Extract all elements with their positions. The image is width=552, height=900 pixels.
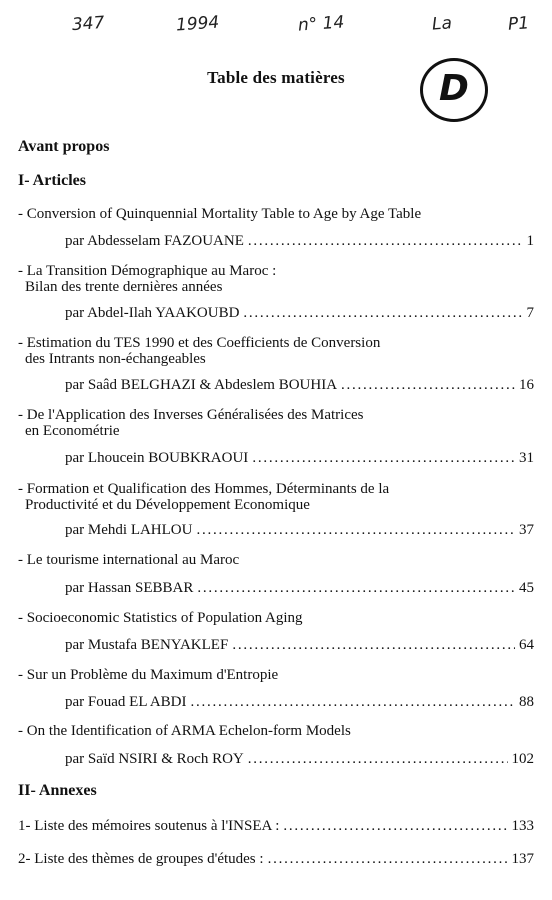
article-title-line: - On the Identification of ARMA Echelon-form Models — [18, 723, 351, 739]
author-name: par Saâd BELGHAZI & Abdeslem BOUHIA — [65, 377, 338, 393]
author-name: par Lhoucein BOUBKRAOUI — [65, 450, 249, 466]
section-articles-heading: I- Articles — [18, 172, 86, 189]
leader-dots — [248, 751, 508, 768]
page-number: 64 — [519, 637, 534, 653]
page-number: 31 — [519, 450, 534, 466]
article-title — [18, 552, 538, 568]
article-title-line: des Intrants non-échangeables — [25, 351, 206, 367]
article-title-line: - De l'Application des Inverses Généralisées des Matrices — [18, 407, 364, 423]
page-number: 7 — [526, 305, 534, 321]
article-title — [18, 206, 538, 222]
stamp-circle — [420, 58, 488, 122]
avant-propos-heading: Avant propos — [18, 138, 110, 155]
section-annexes-heading: II- Annexes — [18, 782, 97, 799]
page-number: 137 — [511, 851, 534, 867]
leader-dots — [191, 694, 515, 711]
handwritten-note-1: 347 — [71, 12, 106, 36]
author-name: par Saïd NSIRI & Roch ROY — [65, 751, 244, 767]
article-title-line: - Socioeconomic Statistics of Population Aging — [18, 610, 303, 626]
author-name: par Mustafa BENYAKLEF — [65, 637, 229, 653]
page-number: 102 — [511, 751, 534, 767]
article-title-line: - Sur un Problème du Maximum d'Entropie — [18, 667, 279, 683]
article-title-line: - La Transition Démographique au Maroc : — [18, 263, 277, 279]
article-title-line: Productivité et du Développement Economique — [25, 497, 310, 513]
article-title-line: - Conversion of Quinquennial Mortality Table to Age by Age Table — [18, 206, 422, 222]
article-title — [18, 610, 538, 626]
article-title — [18, 667, 538, 683]
author-name: par Abdesselam FAZOUANE — [65, 233, 244, 249]
author-name: par Mehdi LAHLOU — [65, 522, 193, 538]
page-number: 16 — [519, 377, 534, 393]
page-number: 1 — [526, 233, 534, 249]
leader-dots — [283, 818, 507, 835]
leader-dots — [252, 450, 515, 467]
article-title — [18, 335, 538, 367]
toc-entry[interactable] — [65, 637, 534, 654]
page-title: Table des matières — [207, 68, 345, 87]
toc-entry[interactable] — [65, 522, 534, 539]
article-title-line: - Estimation du TES 1990 et des Coefficients de Conversion — [18, 335, 381, 351]
handwritten-note-5: P1 — [507, 13, 530, 35]
author-name: par Fouad EL ABDI — [65, 694, 187, 710]
toc-entry[interactable] — [65, 450, 534, 467]
toc-entry[interactable] — [65, 305, 534, 322]
article-title — [18, 407, 538, 439]
leader-dots — [197, 580, 515, 597]
annex-label: 2- Liste des thèmes de groupes d'études : — [18, 851, 264, 867]
article-title — [18, 723, 538, 739]
toc-entry[interactable] — [65, 233, 534, 250]
leader-dots — [243, 305, 522, 322]
leader-dots — [196, 522, 515, 539]
page-number: 37 — [519, 522, 534, 538]
page-number: 133 — [511, 818, 534, 834]
article-title — [18, 263, 538, 295]
leader-dots — [268, 851, 508, 868]
toc-entry[interactable] — [18, 851, 534, 868]
toc-entry[interactable] — [65, 694, 534, 711]
annex-label: 1- Liste des mémoires soutenus à l'INSEA : — [18, 818, 280, 834]
article-title — [18, 481, 538, 513]
author-name: par Hassan SEBBAR — [65, 580, 194, 596]
author-name: par Abdel-Ilah YAAKOUBD — [65, 305, 240, 321]
handwritten-note-2: 1994 — [175, 12, 220, 36]
article-title-line: Bilan des trente dernières années — [25, 279, 223, 295]
toc-entry[interactable] — [65, 580, 534, 597]
leader-dots — [232, 637, 515, 654]
toc-entry[interactable] — [65, 751, 534, 768]
article-title-line: - Le tourisme international au Maroc — [18, 552, 240, 568]
handwritten-note-3: n° 14 — [297, 12, 345, 36]
toc-entry[interactable] — [18, 818, 534, 835]
article-title-line: en Econométrie — [25, 423, 120, 439]
stamp-letter: D — [439, 68, 469, 109]
article-title-line: - Formation et Qualification des Hommes, Déterminants de la — [18, 481, 390, 497]
leader-dots — [341, 377, 515, 394]
page-number: 45 — [519, 580, 534, 596]
leader-dots — [248, 233, 523, 250]
handwritten-note-4: La — [431, 13, 453, 35]
toc-entry[interactable] — [65, 377, 534, 394]
page-number: 88 — [519, 694, 534, 710]
